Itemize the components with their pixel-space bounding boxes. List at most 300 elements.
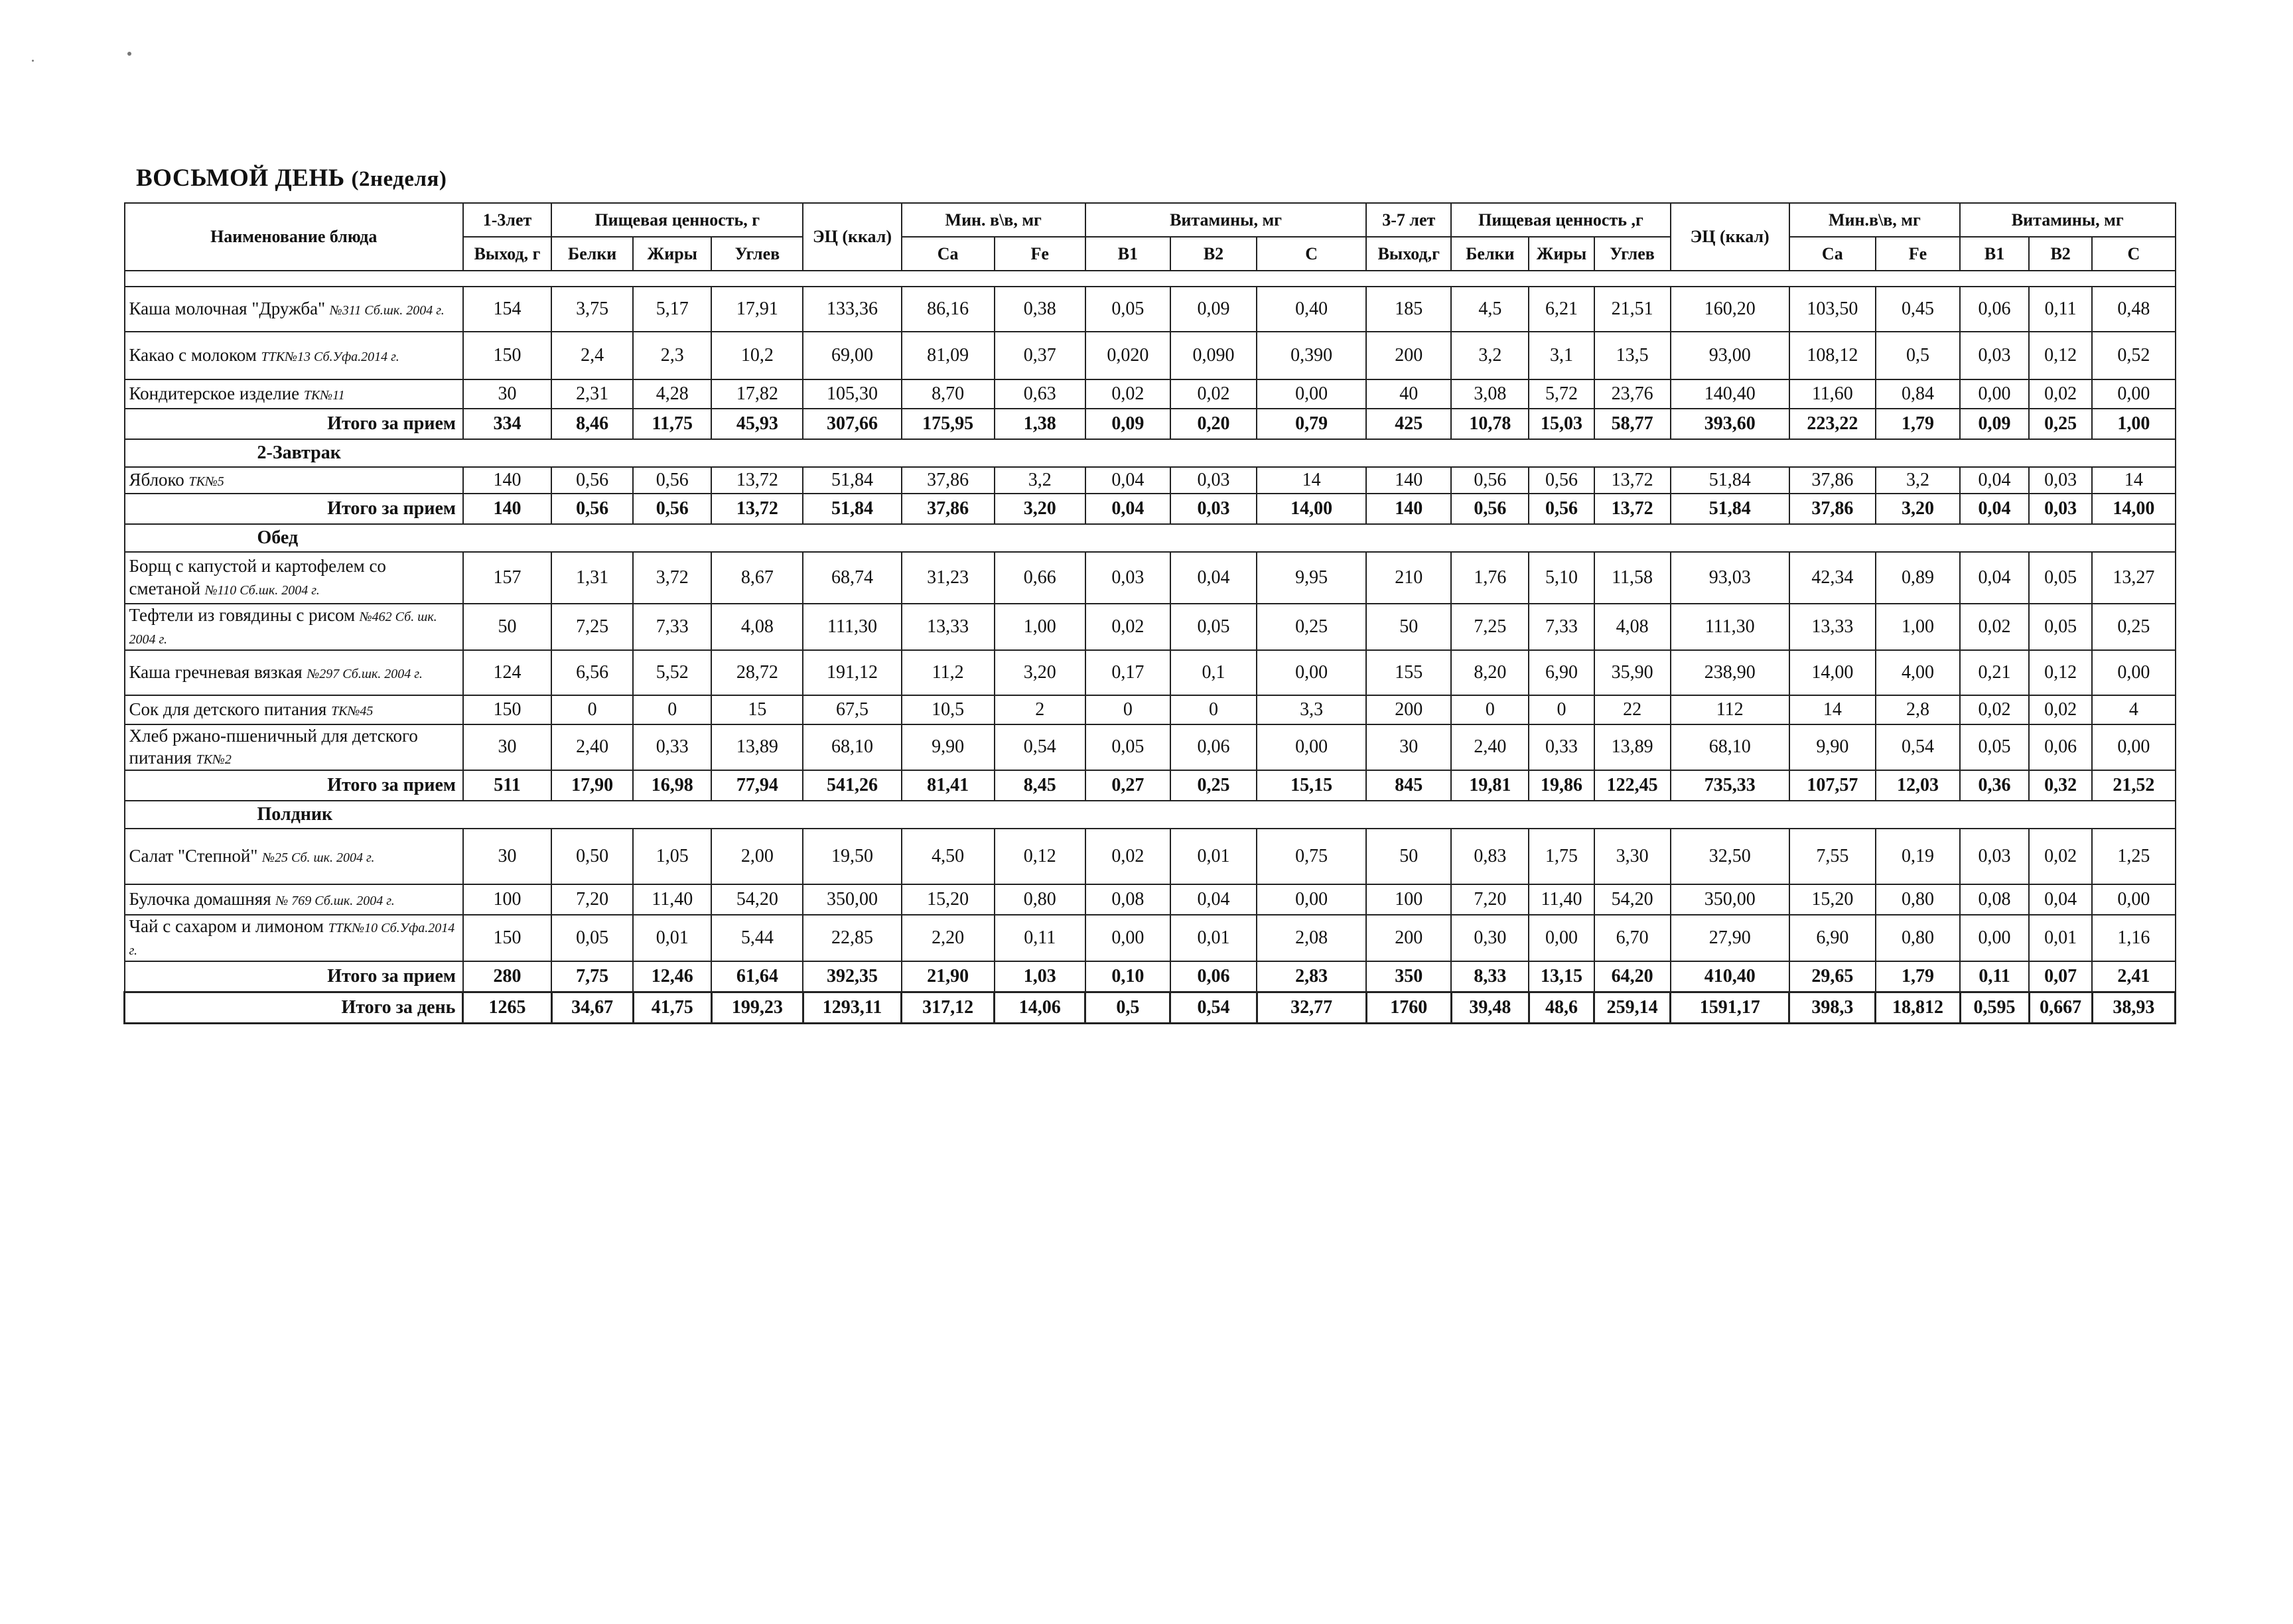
total-value-cell: 64,20 [1594, 961, 1671, 992]
value-cell: 0,54 [995, 724, 1085, 771]
value-cell: 1,76 [1451, 552, 1529, 604]
value-cell: 0,12 [2029, 650, 2092, 695]
value-cell: 4 [2092, 695, 2175, 724]
value-cell: 1,00 [1876, 604, 1960, 650]
total-value-cell: 81,41 [902, 770, 995, 801]
value-cell: 0,80 [1876, 915, 1960, 961]
table-row [125, 287, 2176, 332]
subheader-cell: Белки [1451, 237, 1529, 271]
dish-name: Булочка домашняя [129, 889, 271, 910]
value-cell: 0,02 [1960, 604, 2029, 650]
value-cell: 7,33 [633, 604, 711, 650]
value-cell: 111,30 [803, 604, 901, 650]
value-cell: 0,090 [1170, 332, 1257, 379]
value-cell: 4,08 [711, 604, 803, 650]
value-cell: 68,74 [803, 552, 901, 604]
dish-name: Яблоко [129, 470, 184, 490]
value-cell: 200 [1366, 915, 1451, 961]
value-cell: 5,72 [1529, 379, 1594, 409]
value-cell: 0,02 [1085, 379, 1170, 409]
value-cell: 200 [1366, 695, 1451, 724]
value-cell: 0,37 [995, 332, 1085, 379]
total-value-cell: 29,65 [1789, 961, 1876, 992]
total-value-cell: 58,77 [1594, 409, 1671, 439]
section-row [125, 439, 2176, 467]
value-cell: 6,21 [1529, 287, 1594, 332]
value-cell: 37,86 [1789, 467, 1876, 494]
value-cell: 0,390 [1257, 332, 1366, 379]
dish-name-cell [125, 552, 463, 604]
table-row [125, 467, 2176, 494]
total-value-cell: 1,79 [1876, 961, 1960, 992]
value-cell: 0,01 [633, 915, 711, 961]
value-cell: 1,75 [1529, 829, 1594, 884]
day-total-value-cell: 14,06 [995, 992, 1085, 1023]
value-cell: 0,12 [995, 829, 1085, 884]
day-total-value-cell: 259,14 [1594, 992, 1671, 1023]
value-cell: 54,20 [711, 884, 803, 915]
day-total-value-cell: 1760 [1366, 992, 1451, 1023]
value-cell: 0,05 [1170, 604, 1257, 650]
vitamins-1-header: Витамины, мг [1085, 203, 1366, 237]
value-cell: 10,2 [711, 332, 803, 379]
value-cell: 14 [2092, 467, 2175, 494]
subheader-cell: B2 [1170, 237, 1257, 271]
value-cell: 0,020 [1085, 332, 1170, 379]
value-cell: 7,20 [551, 884, 633, 915]
value-cell: 40 [1366, 379, 1451, 409]
value-cell: 0,05 [551, 915, 633, 961]
total-value-cell: 1,03 [995, 961, 1085, 992]
value-cell: 3,75 [551, 287, 633, 332]
value-cell: 0,08 [1085, 884, 1170, 915]
dish-name-cell [125, 467, 463, 494]
value-cell: 2,31 [551, 379, 633, 409]
table-row [125, 604, 2176, 650]
scan-speck [32, 60, 34, 62]
value-cell: 9,90 [902, 724, 995, 771]
dish-name-cell [125, 379, 463, 409]
total-value-cell: 0,36 [1960, 770, 2029, 801]
total-value-cell: 0,32 [2029, 770, 2092, 801]
value-cell: 3,30 [1594, 829, 1671, 884]
total-value-cell: 0,25 [2029, 409, 2092, 439]
value-cell: 50 [1366, 829, 1451, 884]
value-cell: 0,00 [2092, 724, 2175, 771]
value-cell: 0,01 [2029, 915, 2092, 961]
total-value-cell: 0,10 [1085, 961, 1170, 992]
value-cell: 350,00 [803, 884, 901, 915]
meal-total-row [125, 770, 2176, 801]
value-cell: 2,08 [1257, 915, 1366, 961]
dish-reference: ТК№45 [331, 703, 374, 718]
table-row [125, 915, 2176, 961]
dish-reference: №25 Сб. шк. 2004 г. [262, 850, 375, 866]
value-cell: 0,30 [1451, 915, 1529, 961]
value-cell: 4,5 [1451, 287, 1529, 332]
value-cell: 28,72 [711, 650, 803, 695]
value-cell: 0,00 [1257, 650, 1366, 695]
dish-name: Сок для детского питания [129, 699, 327, 719]
dish-reference: ТТК№10 Сб.Уфа.2014 г. [129, 921, 455, 958]
value-cell: 0,00 [1257, 884, 1366, 915]
dish-reference: №311 Сб.шк. 2004 г. [329, 303, 445, 318]
value-cell: 14 [1789, 695, 1876, 724]
value-cell: 2,8 [1876, 695, 1960, 724]
value-cell: 54,20 [1594, 884, 1671, 915]
value-cell: 0,06 [1170, 724, 1257, 771]
value-cell: 13,33 [902, 604, 995, 650]
value-cell: 22 [1594, 695, 1671, 724]
value-cell: 160,20 [1671, 287, 1789, 332]
value-cell: 2,4 [551, 332, 633, 379]
value-cell: 0,03 [1960, 332, 2029, 379]
value-cell: 0,01 [1170, 915, 1257, 961]
value-cell: 0,56 [551, 467, 633, 494]
day-total-value-cell: 34,67 [551, 992, 633, 1023]
total-value-cell: 0,27 [1085, 770, 1170, 801]
value-cell: 0,66 [995, 552, 1085, 604]
value-cell: 3,3 [1257, 695, 1366, 724]
value-cell: 2 [995, 695, 1085, 724]
subheader-cell: B2 [2029, 237, 2092, 271]
value-cell: 17,91 [711, 287, 803, 332]
value-cell: 0,52 [2092, 332, 2175, 379]
value-cell: 0,33 [633, 724, 711, 771]
nutrition-table [123, 202, 2176, 1024]
value-cell: 133,36 [803, 287, 901, 332]
total-value-cell: 51,84 [1671, 494, 1789, 524]
total-value-cell: 0,56 [1451, 494, 1529, 524]
subheader-cell: Ca [1789, 237, 1876, 271]
total-value-cell: 13,72 [711, 494, 803, 524]
value-cell: 9,90 [1789, 724, 1876, 771]
total-value-cell: 7,75 [551, 961, 633, 992]
value-cell: 32,50 [1671, 829, 1789, 884]
value-cell: 0,01 [1170, 829, 1257, 884]
value-cell: 0,04 [1085, 467, 1170, 494]
day-total-value-cell: 1265 [463, 992, 551, 1023]
total-value-cell: 223,22 [1789, 409, 1876, 439]
value-cell: 1,25 [2092, 829, 2175, 884]
dish-name: Чай с сахаром и лимоном [129, 916, 324, 936]
total-value-cell: 350 [1366, 961, 1451, 992]
value-cell: 200 [1366, 332, 1451, 379]
dish-name-cell [125, 884, 463, 915]
value-cell: 0,00 [2092, 884, 2175, 915]
value-cell: 0,5 [1876, 332, 1960, 379]
dish-reference: ТК№5 [188, 474, 224, 490]
value-cell: 140 [463, 467, 551, 494]
value-cell: 17,82 [711, 379, 803, 409]
value-cell: 150 [463, 695, 551, 724]
meal-total-label: Итого за прием [125, 494, 463, 524]
value-cell: 0,02 [1960, 695, 2029, 724]
value-cell: 150 [463, 332, 551, 379]
value-cell: 0,05 [1085, 724, 1170, 771]
total-value-cell: 0,11 [1960, 961, 2029, 992]
total-value-cell: 12,46 [633, 961, 711, 992]
section-title: 2-Завтрак [257, 442, 341, 463]
total-value-cell: 13,15 [1529, 961, 1594, 992]
value-cell: 11,60 [1789, 379, 1876, 409]
dish-name: Каша молочная "Дружба" [129, 299, 326, 319]
value-cell: 35,90 [1594, 650, 1671, 695]
value-cell: 3,2 [1876, 467, 1960, 494]
value-cell: 0,17 [1085, 650, 1170, 695]
value-cell: 0,00 [2092, 379, 2175, 409]
value-cell: 0,56 [1451, 467, 1529, 494]
total-value-cell: 19,86 [1529, 770, 1594, 801]
energy-2-header: ЭЦ (ккал) [1671, 203, 1789, 271]
total-value-cell: 0,03 [1170, 494, 1257, 524]
value-cell: 23,76 [1594, 379, 1671, 409]
meal-total-label: Итого за прием [125, 961, 463, 992]
page-title [136, 164, 447, 192]
total-value-cell: 1,38 [995, 409, 1085, 439]
subheader-cell: Fe [1876, 237, 1960, 271]
subheader-cell: Белки [551, 237, 633, 271]
value-cell: 0,05 [1085, 287, 1170, 332]
value-cell: 37,86 [902, 467, 995, 494]
value-cell: 2,20 [902, 915, 995, 961]
total-value-cell: 61,64 [711, 961, 803, 992]
dish-name: Салат "Степной" [129, 846, 258, 866]
value-cell: 3,72 [633, 552, 711, 604]
value-cell: 2,40 [1451, 724, 1529, 771]
value-cell: 93,03 [1671, 552, 1789, 604]
value-cell: 0,03 [1960, 829, 2029, 884]
day-total-value-cell: 0,5 [1085, 992, 1170, 1023]
total-value-cell: 280 [463, 961, 551, 992]
table-row [125, 724, 2176, 771]
value-cell: 185 [1366, 287, 1451, 332]
value-cell: 86,16 [902, 287, 995, 332]
dish-reference: ТТК№13 Сб.Уфа.2014 г. [261, 350, 399, 365]
meal-total-label: Итого за прием [125, 770, 463, 801]
value-cell: 238,90 [1671, 650, 1789, 695]
value-cell: 157 [463, 552, 551, 604]
value-cell: 50 [463, 604, 551, 650]
value-cell: 67,5 [803, 695, 901, 724]
value-cell: 0,05 [2029, 552, 2092, 604]
age-group-2-header: 3-7 лет [1366, 203, 1451, 237]
value-cell: 7,20 [1451, 884, 1529, 915]
value-cell: 4,08 [1594, 604, 1671, 650]
value-cell: 0,54 [1876, 724, 1960, 771]
value-cell: 0,50 [551, 829, 633, 884]
total-value-cell: 0,09 [1085, 409, 1170, 439]
day-total-value-cell: 199,23 [711, 992, 803, 1023]
section-title-cell [125, 524, 2176, 552]
subheader-cell: Выход, г [463, 237, 551, 271]
value-cell: 0,02 [2029, 829, 2092, 884]
value-cell: 1,31 [551, 552, 633, 604]
day-total-value-cell: 41,75 [633, 992, 711, 1023]
value-cell: 31,23 [902, 552, 995, 604]
value-cell: 108,12 [1789, 332, 1876, 379]
value-cell: 4,50 [902, 829, 995, 884]
value-cell: 0,19 [1876, 829, 1960, 884]
dish-name-cell [125, 604, 463, 650]
total-value-cell: 0,04 [1085, 494, 1170, 524]
total-value-cell: 45,93 [711, 409, 803, 439]
subheader-cell: Fe [995, 237, 1085, 271]
value-cell: 15 [711, 695, 803, 724]
total-value-cell: 0,20 [1170, 409, 1257, 439]
value-cell: 0,00 [1529, 915, 1594, 961]
dish-reference: ТК№2 [196, 752, 232, 768]
subheader-cell: Жиры [633, 237, 711, 271]
section-row [125, 801, 2176, 829]
value-cell: 14 [1257, 467, 1366, 494]
total-value-cell: 14,00 [1257, 494, 1366, 524]
value-cell: 1,16 [2092, 915, 2175, 961]
total-value-cell: 16,98 [633, 770, 711, 801]
value-cell: 27,90 [1671, 915, 1789, 961]
value-cell: 6,90 [1529, 650, 1594, 695]
value-cell: 11,58 [1594, 552, 1671, 604]
value-cell: 0,25 [1257, 604, 1366, 650]
total-value-cell: 410,40 [1671, 961, 1789, 992]
value-cell: 21,51 [1594, 287, 1671, 332]
total-value-cell: 10,78 [1451, 409, 1529, 439]
subheader-cell: B1 [1960, 237, 2029, 271]
value-cell: 0,02 [1170, 379, 1257, 409]
value-cell: 30 [463, 829, 551, 884]
value-cell: 13,72 [1594, 467, 1671, 494]
dish-name-cell [125, 724, 463, 771]
title-text: ВОСЬМОЙ ДЕНЬ [136, 165, 345, 192]
value-cell: 0,1 [1170, 650, 1257, 695]
total-value-cell: 0,07 [2029, 961, 2092, 992]
value-cell: 0,00 [1085, 915, 1170, 961]
value-cell: 10,5 [902, 695, 995, 724]
value-cell: 0,02 [2029, 695, 2092, 724]
value-cell: 68,10 [1671, 724, 1789, 771]
total-value-cell: 15,15 [1257, 770, 1366, 801]
total-value-cell: 140 [1366, 494, 1451, 524]
value-cell: 81,09 [902, 332, 995, 379]
day-total-value-cell: 0,595 [1960, 992, 2029, 1023]
vitamins-2-header: Витамины, мг [1960, 203, 2176, 237]
total-value-cell: 37,86 [1789, 494, 1876, 524]
value-cell: 8,67 [711, 552, 803, 604]
value-cell: 191,12 [803, 650, 901, 695]
total-value-cell: 3,20 [995, 494, 1085, 524]
value-cell: 30 [463, 379, 551, 409]
header-row-1 [125, 203, 2176, 237]
value-cell: 13,33 [1789, 604, 1876, 650]
value-cell: 30 [463, 724, 551, 771]
subheader-cell: Углев [711, 237, 803, 271]
value-cell: 0,25 [2092, 604, 2175, 650]
value-cell: 155 [1366, 650, 1451, 695]
value-cell: 15,20 [1789, 884, 1876, 915]
value-cell: 93,00 [1671, 332, 1789, 379]
total-value-cell: 122,45 [1594, 770, 1671, 801]
value-cell: 0,56 [1529, 467, 1594, 494]
value-cell: 2,00 [711, 829, 803, 884]
day-total-row [125, 992, 2176, 1023]
day-total-value-cell: 1293,11 [803, 992, 901, 1023]
value-cell: 0,48 [2092, 287, 2175, 332]
value-cell: 69,00 [803, 332, 901, 379]
value-cell: 4,28 [633, 379, 711, 409]
value-cell: 0,80 [1876, 884, 1960, 915]
value-cell: 19,50 [803, 829, 901, 884]
value-cell: 100 [463, 884, 551, 915]
total-value-cell: 541,26 [803, 770, 901, 801]
dish-name: Тефтели из говядины с рисом [129, 605, 356, 625]
value-cell: 13,27 [2092, 552, 2175, 604]
value-cell: 0,11 [995, 915, 1085, 961]
value-cell: 30 [1366, 724, 1451, 771]
value-cell: 3,1 [1529, 332, 1594, 379]
total-value-cell: 11,75 [633, 409, 711, 439]
total-value-cell: 51,84 [803, 494, 901, 524]
value-cell: 51,84 [803, 467, 901, 494]
day-total-value-cell: 32,77 [1257, 992, 1366, 1023]
value-cell: 140,40 [1671, 379, 1789, 409]
scan-speck [127, 52, 131, 56]
value-cell: 15,20 [902, 884, 995, 915]
value-cell: 112 [1671, 695, 1789, 724]
subheader-cell: Ca [902, 237, 995, 271]
spacer-row [125, 271, 2176, 287]
value-cell: 0,04 [1170, 884, 1257, 915]
dish-reference: № 769 Сб.шк. 2004 г. [275, 894, 395, 909]
age-group-1-header: 1-3лет [463, 203, 551, 237]
day-total-value-cell: 48,6 [1529, 992, 1594, 1023]
value-cell: 9,95 [1257, 552, 1366, 604]
value-cell: 0 [1451, 695, 1529, 724]
total-value-cell: 8,46 [551, 409, 633, 439]
total-value-cell: 3,20 [1876, 494, 1960, 524]
value-cell: 3,08 [1451, 379, 1529, 409]
day-total-value-cell: 39,48 [1451, 992, 1529, 1023]
value-cell: 0,83 [1451, 829, 1529, 884]
dish-name-cell [125, 332, 463, 379]
value-cell: 0,06 [1960, 287, 2029, 332]
total-value-cell: 8,33 [1451, 961, 1529, 992]
value-cell: 154 [463, 287, 551, 332]
value-cell: 2,3 [633, 332, 711, 379]
value-cell: 0,04 [2029, 884, 2092, 915]
section-title: Обед [257, 527, 299, 548]
value-cell: 7,55 [1789, 829, 1876, 884]
value-cell: 13,89 [1594, 724, 1671, 771]
value-cell: 0,33 [1529, 724, 1594, 771]
value-cell: 50 [1366, 604, 1451, 650]
total-value-cell: 0,06 [1170, 961, 1257, 992]
total-value-cell: 0,56 [633, 494, 711, 524]
value-cell: 2,40 [551, 724, 633, 771]
value-cell: 0,00 [2092, 650, 2175, 695]
total-value-cell: 425 [1366, 409, 1451, 439]
value-cell: 5,17 [633, 287, 711, 332]
total-value-cell: 393,60 [1671, 409, 1789, 439]
value-cell: 0,06 [2029, 724, 2092, 771]
total-value-cell: 13,72 [1594, 494, 1671, 524]
day-total-value-cell: 1591,17 [1671, 992, 1789, 1023]
dish-name: Кондитерское изделие [129, 383, 300, 404]
total-value-cell: 845 [1366, 770, 1451, 801]
total-value-cell: 107,57 [1789, 770, 1876, 801]
minerals-1-header: Мин. в\в, мг [902, 203, 1085, 237]
value-cell: 68,10 [803, 724, 901, 771]
total-value-cell: 2,41 [2092, 961, 2175, 992]
